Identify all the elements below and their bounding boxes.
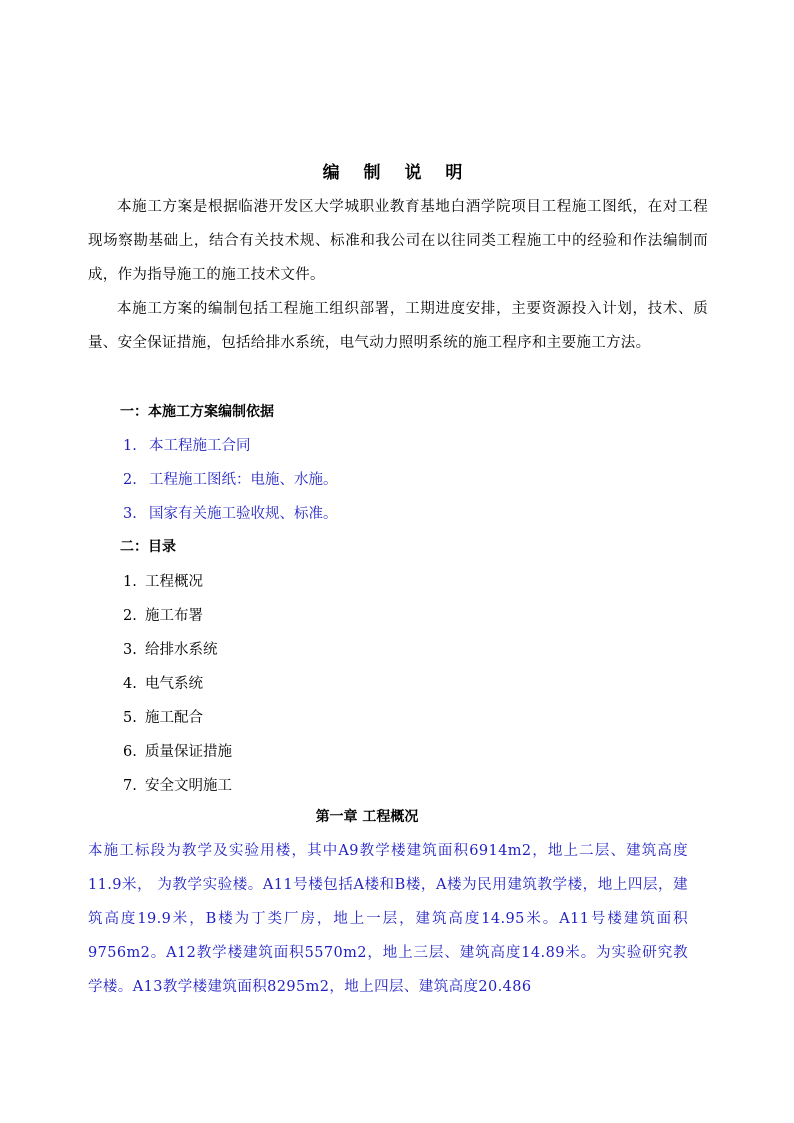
chapter-body: 本施工标段为教学及实验用楼，其中A9教学楼建筑面积6914m2，地上二层、建筑高度11.9米， 为教学实验楼。A11号楼包括A楼和B楼，A楼为民用建筑教学楼，地上四层，建筑高度19.9米，B楼为丁类厂房，地上一层，建筑高度14.95米。A11号楼建筑面积9756m2。A12教学楼建筑面积5570m2，地上三层、建筑高度14.89米。为实验研究教学楼。A13教学楼建筑面积8295m2，地上四层、建筑高度20.486: [88, 843, 688, 995]
basis-item-2: [123, 468, 338, 489]
basis-item-text: 工程施工图纸：电施、水施。: [149, 472, 338, 488]
toc-item-5: [123, 706, 203, 727]
intro-paragraph-1: 本施工方案是根据临港开发区大学城职业教育基地白酒学院项目工程施工图纸，在对工程现场察勘基础上，结合有关技术规、标准和我公司在以往同类工程施工中的经验和作法编制而成，作为指导施工的施工技术文件。: [88, 199, 708, 283]
toc-item-number: 5.: [123, 710, 137, 726]
section1-heading: 一：本施工方案编制依据: [120, 404, 274, 420]
toc-item-text: 给排水系统: [145, 642, 218, 658]
toc-item-text: 电气系统: [145, 676, 203, 692]
document-title: 编 制 说 明: [322, 163, 472, 183]
toc-item-number: 6.: [123, 744, 137, 760]
basis-item-number: 2.: [123, 472, 137, 488]
intro-paragraph-2: 本施工方案的编制包括工程施工组织部署，工期进度安排，主要资源投入计划，技术、质量、安全保证措施，包括给排水系统，电气动力照明系统的施工程序和主要施工方法。: [88, 301, 708, 351]
toc-item-2: [123, 604, 203, 625]
toc-item-text: 质量保证措施: [145, 744, 232, 760]
toc-item-3: [123, 638, 218, 659]
toc-item-4: [123, 672, 203, 693]
basis-item-text: 本工程施工合同: [149, 438, 251, 454]
toc-item-1: [123, 570, 203, 591]
basis-item-1: [123, 434, 251, 455]
toc-item-number: 4.: [123, 676, 137, 692]
toc-item-number: 1.: [123, 574, 137, 590]
toc-item-text: 施工配合: [145, 710, 203, 726]
section2-heading: 二：目录: [120, 539, 176, 555]
basis-item-text: 国家有关施工验收规、标准。: [149, 506, 338, 522]
chapter-heading: [0, 806, 794, 826]
toc-item-number: 7.: [123, 778, 137, 794]
toc-item-number: 2.: [123, 608, 137, 624]
toc-item-7: [123, 774, 232, 795]
toc-item-6: [123, 740, 232, 761]
chapter-heading-text: 第一章 工程概况: [315, 809, 419, 825]
basis-item-number: 3.: [123, 506, 137, 522]
toc-item-text: 施工布署: [145, 608, 203, 624]
basis-item-number: 1.: [123, 438, 137, 454]
toc-item-text: 安全文明施工: [145, 778, 232, 794]
toc-item-text: 工程概况: [145, 574, 203, 590]
basis-item-3: [123, 502, 338, 523]
toc-item-number: 3.: [123, 642, 137, 658]
